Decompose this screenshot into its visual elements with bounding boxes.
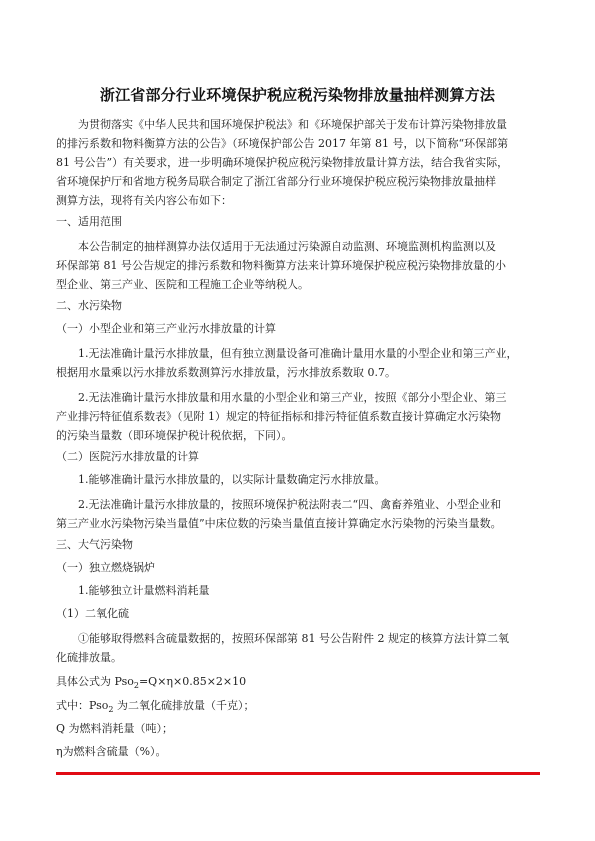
subsection-heading: （一）小型企业和第三产业污水排放量的计算 (56, 322, 276, 335)
paragraph-line: 化硫排放量。 (56, 651, 122, 664)
formula-line (56, 675, 246, 690)
paragraph-line: ①能够取得燃料含硫量数据的，按照环保部第 81 号公告附件 2 规定的核算方法计算二氧 (78, 632, 509, 645)
section-heading: 三、大气污染物 (56, 538, 133, 551)
section-heading: 一、适用范围 (56, 215, 122, 228)
intro-line: 测算方法，现将有关内容公布如下： (56, 194, 232, 207)
paragraph-line: 的污染当量数（即环境保护税计税依据，下同）。 (56, 429, 293, 442)
paragraph-line: 2.无法准确计量污水排放量和用水量的小型企业和第三产业，按照《部分小型企业、第三 (78, 391, 507, 404)
variable-definition: Q 为燃料消耗量（吨）； (56, 722, 174, 735)
formula-rest: =Q×η×0.85×2×10 (138, 675, 247, 688)
document-title: 浙江省部分行业环境保护税应税污染物排放量抽样测算方法 (99, 86, 496, 104)
subsection-heading: （一）独立燃烧锅炉 (56, 561, 155, 574)
subsection-heading: （1）二氧化硫 (56, 607, 129, 620)
paragraph-line: 型企业、第三产业、医院和工程施工企业等纳税人。 (56, 278, 309, 291)
paragraph-line: 第三产业水污染物污染当量值”中床位数的污染当量值直接计算确定水污染物的污染当量数。 (56, 517, 502, 530)
paragraph-line: 根据用水量乘以污水排放系数测算污水排放量，污水排放系数取 0.7。 (56, 366, 396, 379)
section-heading: 二、水污染物 (56, 299, 122, 312)
intro-line: 的排污系数和物料衡算方法的公告》（环境保护部公告 2017 年第 81 号，以下简称“环保部第 (56, 137, 509, 150)
where-subscript: 2 (108, 705, 114, 714)
where-rest: 为二氧化硫排放量（千克）； (113, 699, 255, 712)
where-line (56, 699, 254, 714)
where-prefix: 式中：Pso (56, 699, 109, 712)
paragraph-line: 产业排污特征值系数表》（见附 1）规定的特征指标和排污特征值系数直接计算确定水污染物 (56, 410, 501, 423)
paragraph-line: 1.无法准确计量污水排放量，但有独立测量设备可准确计量用水量的小型企业和第三产业， (78, 347, 518, 360)
paragraph-line: 1.能够准确计量污水排放量的，以实际计量数确定污水排放量。 (78, 473, 386, 486)
subsection-heading: （二）医院污水排放量的计算 (56, 450, 199, 463)
red-divider-rule (56, 772, 540, 775)
formula-subscript: 2 (133, 681, 139, 690)
intro-line: 81 号公告”）有关要求，进一步明确环境保护税应税污染物排放量计算方法，结合我省实际， (56, 156, 509, 169)
paragraph-line: 1.能够独立计量燃料消耗量 (78, 584, 210, 597)
paragraph-line: 本公告制定的抽样测算办法仅适用于无法通过污染源自动监测、环境监测机构监测以及 (78, 240, 496, 253)
formula-prefix: 具体公式为 Pso (56, 675, 134, 688)
intro-line: 省环境保护厅和省地方税务局联合制定了浙江省部分行业环境保护税应税污染物排放量抽样 (56, 175, 496, 188)
paragraph-line: 2.无法准确计量污水排放量的，按照环境保护税法附表二“四、禽畜养殖业、小型企业和 (78, 498, 502, 511)
intro-line: 为贯彻落实《中华人民共和国环境保护税法》和《环境保护部关于发布计算污染物排放量 (78, 118, 507, 131)
paragraph-line: 环保部第 81 号公告规定的排污系数和物料衡算方法来计算环境保护税应税污染物排放量的小 (56, 259, 506, 272)
variable-definition: η为燃料含硫量（%）。 (56, 745, 167, 758)
